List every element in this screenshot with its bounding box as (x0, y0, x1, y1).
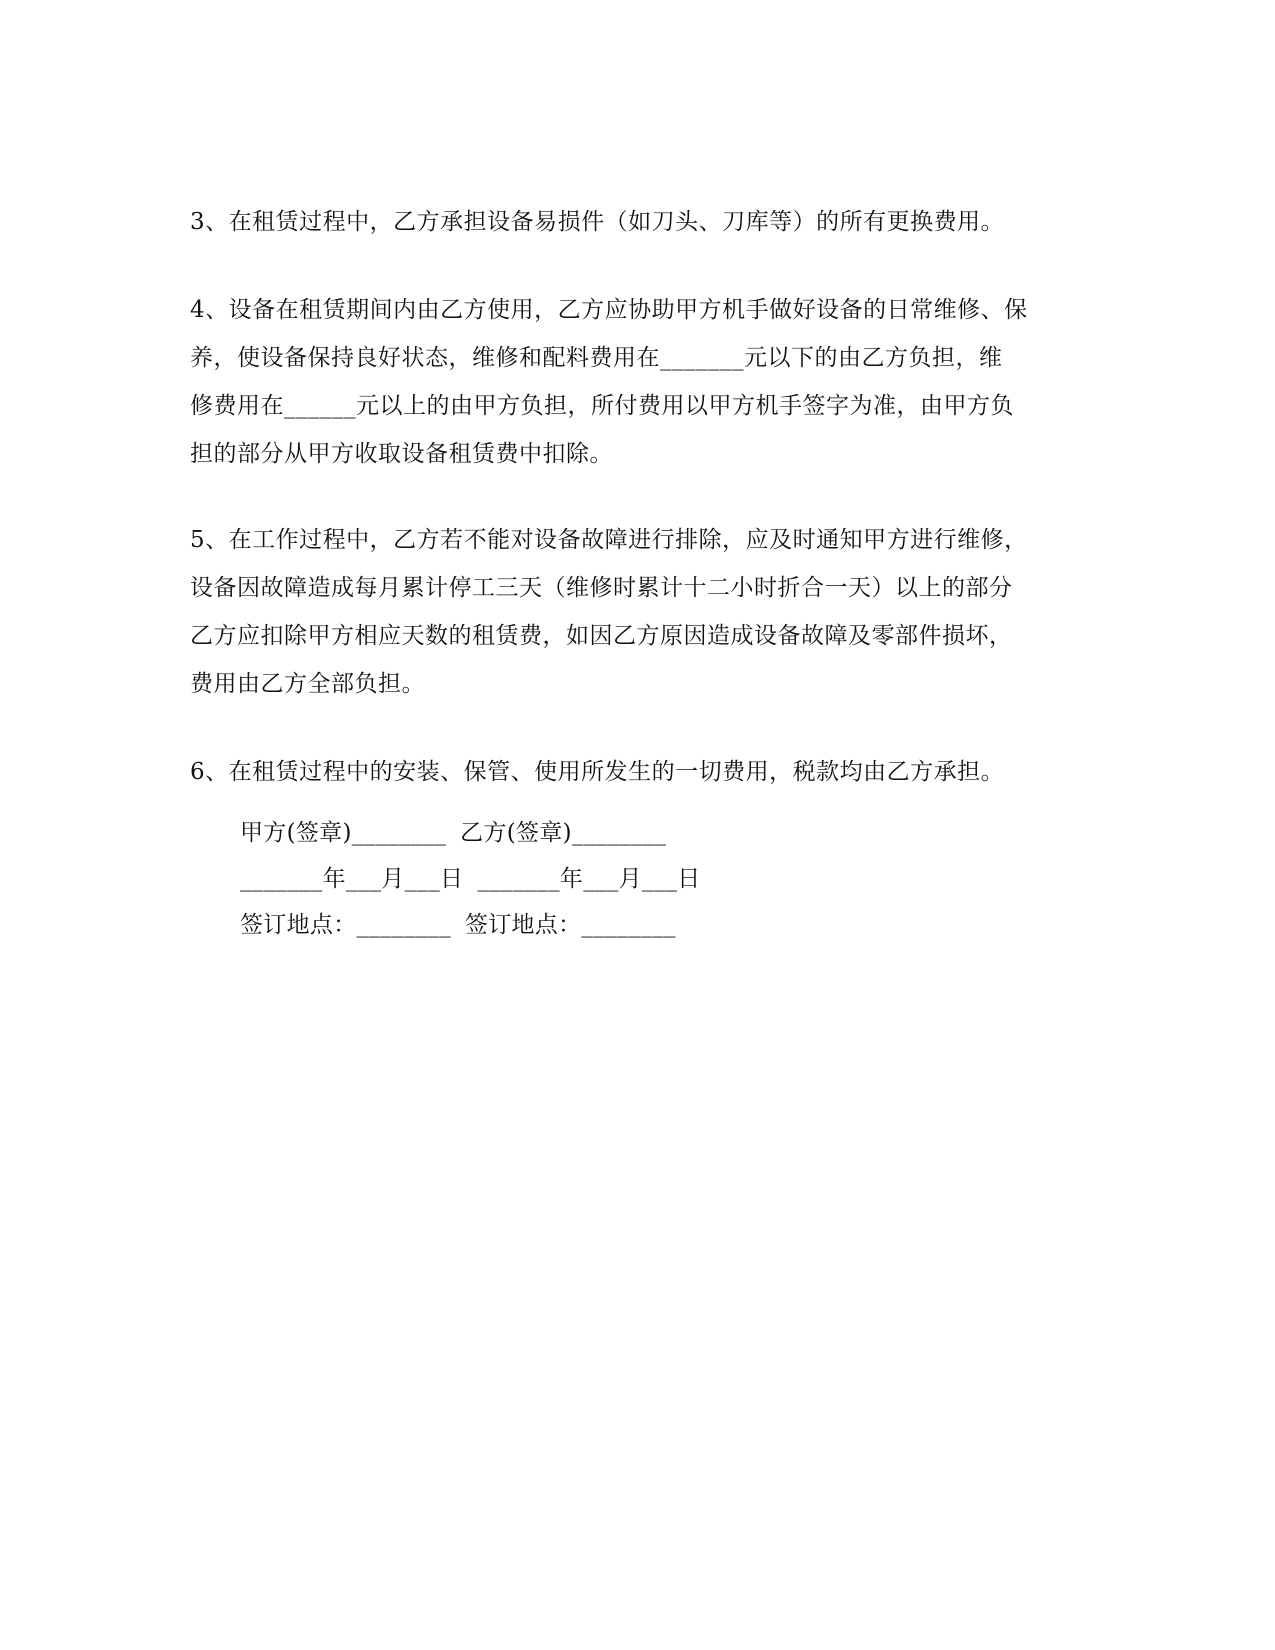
party-b-date: _______年___月___日 (477, 866, 701, 892)
clause-line: 乙方应扣除甲方相应天数的租赁费，如因乙方原因造成设备故障及零部件损坏， (190, 623, 1013, 649)
signature-line (240, 818, 666, 848)
date-line (240, 864, 701, 894)
party-b-place: 签订地点：________ (464, 912, 676, 938)
party-a-place: 签订地点：________ (240, 912, 451, 938)
party-b-signature: 乙方(签章)________ (460, 820, 667, 846)
place-line (240, 910, 676, 940)
clause-line: 养，使设备保持良好状态，维修和配料费用在_______元以下的由乙方负担，维 (190, 345, 1003, 371)
party-a-date: _______年___月___日 (240, 866, 464, 892)
party-a-signature: 甲方(签章)________ (240, 820, 447, 846)
clause-line: 费用由乙方全部负担。 (190, 671, 425, 697)
clause-line: 3、在租赁过程中，乙方承担设备易损件（如刀头、刀库等）的所有更换费用。 (190, 209, 1005, 235)
clause-line: 修费用在______元以上的由甲方负担，所付费用以甲方机手签字为准，由甲方负 (190, 393, 1014, 419)
clause-4 (190, 286, 1090, 478)
clause-3 (190, 198, 1090, 246)
clause-line: 担的部分从甲方收取设备租赁费中扣除。 (190, 441, 613, 467)
clause-6 (190, 748, 1090, 796)
clause-5 (190, 516, 1090, 708)
clause-line: 4、设备在租赁期间内由乙方使用，乙方应协助甲方机手做好设备的日常维修、保 (190, 297, 1028, 323)
clause-line: 设备因故障造成每月累计停工三天（维修时累计十二小时折合一天）以上的部分 (190, 575, 1013, 601)
clause-line: 6、在租赁过程中的安装、保管、使用所发生的一切费用，税款均由乙方承担。 (190, 759, 1005, 785)
clause-line: 5、在工作过程中，乙方若不能对设备故障进行排除，应及时通知甲方进行维修， (190, 527, 1028, 553)
